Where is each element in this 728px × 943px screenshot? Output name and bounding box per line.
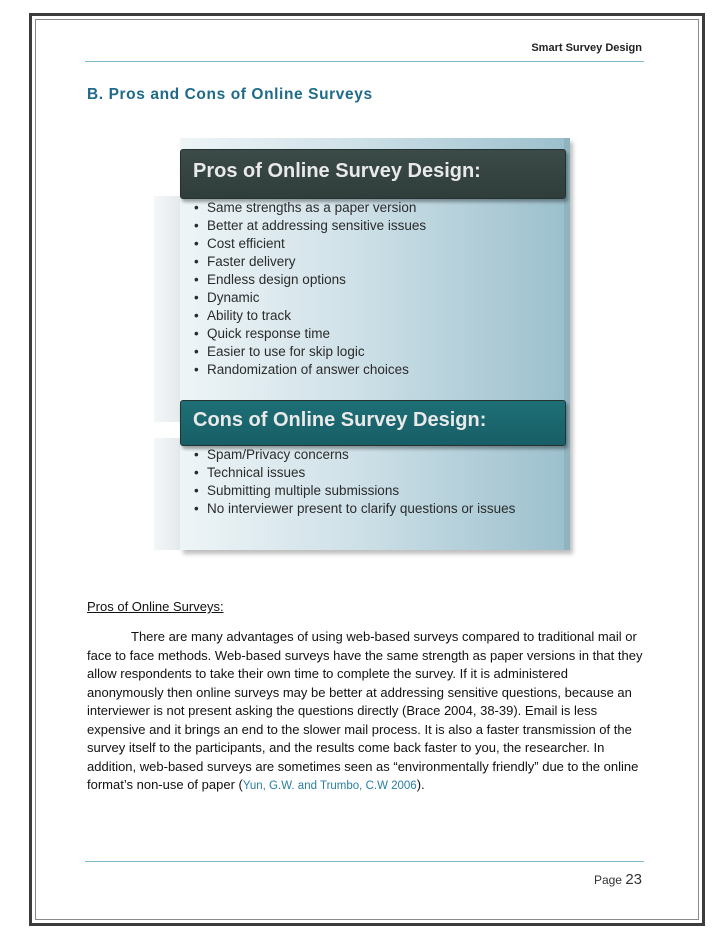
pros-list [194,199,426,379]
footer-rule [85,861,644,862]
pros-item: • Better at addressing sensitive issues [194,217,426,235]
pros-item: • Cost efficient [194,235,426,253]
pros-item: • Same strengths as a paper version [194,199,426,217]
running-header: Smart Survey Design [531,42,642,54]
cons-title-bar [180,400,566,446]
cons-item: • Technical issues [194,464,515,482]
pros-subheading: Pros of Online Surveys: [87,599,224,614]
page-number [594,871,642,888]
pros-item: • Randomization of answer choices [194,361,426,379]
cons-item: • Submitting multiple submissions [194,482,515,500]
paragraph-text: There are many advantages of using web-based surveys compared to traditional mail or face to face methods. Web-based surveys have the same strength as paper versions in that they allow respondents to take their own time to complete the survey. If it is administered anonymously then online surveys may be better at addressing sensitive questions, because an interviewer is not present asking the questions directly (Brace 2004, 38-39). Email is less expensive and it brings an end to the slower mail process. It is also a faster transmission of the survey itself to the participants, and the results come back faster to you, the researcher. In addition, web-based surveys are sometimes seen as “environmentally friendly” due to the online format’s non-use of paper ( [87,629,643,792]
pros-item: • Ability to track [194,307,426,325]
pros-shadow-strip [154,196,182,422]
pros-cons-diagram [150,138,570,558]
pros-title-bar [180,149,566,199]
page-number-value: 23 [625,871,642,888]
pros-item: • Endless design options [194,271,426,289]
pros-item: • Easier to use for skip logic [194,343,426,361]
pros-item: • Quick response time [194,325,426,343]
cons-item: • No interviewer present to clarify questions or issues [194,500,515,518]
pros-title: Pros of Online Survey Design: [193,160,481,182]
section-heading: B. Pros and Cons of Online Surveys [87,86,373,103]
page-label: Page [593,873,622,887]
cons-title: Cons of Online Survey Design: [193,409,487,431]
header-rule [85,61,644,62]
pros-item: • Dynamic [194,289,426,307]
cons-shadow-strip [154,438,182,550]
cons-list [194,446,515,518]
cons-item: • Spam/Privacy concerns [194,446,515,464]
citation: Yun, G.W. and Trumbo, C.W 2006 [242,780,417,792]
paragraph-end: ). [416,777,425,792]
body-paragraph [87,628,647,796]
pros-item: • Faster delivery [194,253,426,271]
